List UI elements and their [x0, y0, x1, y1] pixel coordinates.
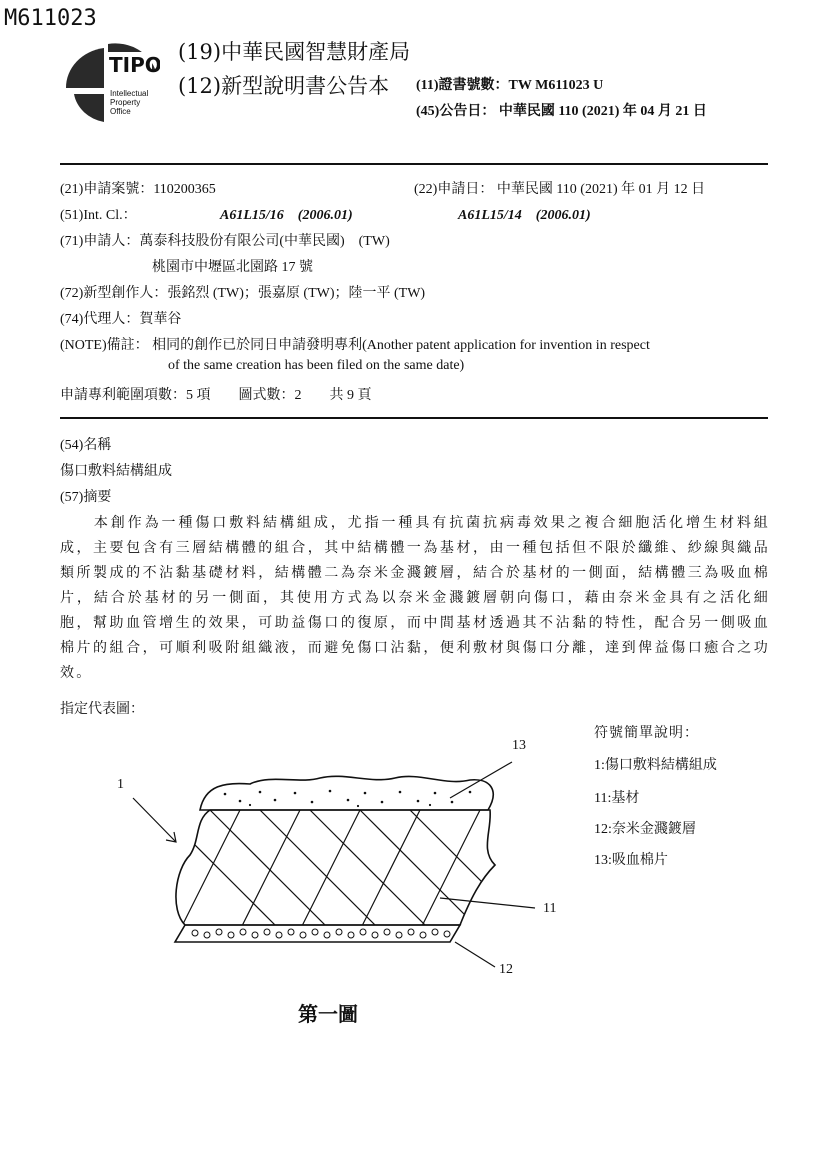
- legend-item: 12:奈米金濺鍍層: [594, 822, 696, 837]
- int-cl-2: A61L15/14 (2006.01): [458, 208, 591, 223]
- representative-figure: [100, 760, 560, 990]
- application-date: (22)申請日： 中華民國 110 (2021) 年 01 月 12 日: [414, 182, 706, 197]
- callout-13: 13: [512, 738, 526, 753]
- int-cl-label: (51)Int. Cl.：: [60, 208, 137, 223]
- absorbent-pad-layer: [200, 776, 493, 810]
- application-number: (21)申請案號：110200365: [60, 182, 216, 197]
- invention-title: 傷口敷料結構組成: [60, 464, 172, 479]
- legend-title: 符號簡單說明：: [594, 725, 699, 741]
- publication-date: (45)公告日： 中華民國 110 (2021) 年 04 月 21 日: [416, 104, 707, 119]
- office-name: (19)中華民國智慧財產局: [178, 40, 411, 64]
- applicant-address: 桃園市中壢區北園路 17 號: [152, 260, 313, 275]
- absorbent-dots: [224, 790, 472, 807]
- logo-caption-2: Property: [110, 98, 141, 107]
- abstract-text: 本創作為一種傷口敷料結構組成，尤指一種具有抗菌抗病毒效果之複合細胞活化增生材料組成，主要包含有三層結構體的組合，其中結構體一為基材，由一種包括但不限於纖維、紗線與織品類所製成的不沾黏基礎材料，結構體二為奈米金濺鍍層，結合於基材的一側面，結構體三為吸血棉片，結合於基材的另一側面，其使用方式為以奈米金濺鍍層朝向傷口，藉由奈米金具有之活化細胞，幫助血管增生的效果，可助益傷口的復原，而中間基材透過其不沾黏的特性，配合另一側吸血棉片的組合，可順利吸附組織液，而避免傷口沾黏，便利敷材與傷口分離，達到俾益傷口癒合之功效。: [60, 515, 770, 681]
- legend-item: 1:傷口敷料結構組成: [594, 758, 717, 773]
- document-id: M611023: [4, 6, 97, 31]
- tipo-logo: [64, 38, 160, 124]
- callout-leaders: [133, 762, 535, 967]
- logo-text: TIPO: [109, 53, 160, 77]
- int-cl-1: A61L15/16 (2006.01): [220, 208, 353, 223]
- divider-top: [60, 163, 768, 165]
- nanogold-circles: [192, 929, 450, 938]
- substrate-layer: [176, 810, 495, 925]
- logo-caption-1: Intellectual: [110, 89, 149, 98]
- applicant: (71)申請人：萬泰科技股份有限公司(中華民國) (TW): [60, 234, 390, 249]
- note-line-2: of the same creation has been filed on the same date): [168, 358, 465, 373]
- agent: (74)代理人：賀華谷: [60, 312, 182, 327]
- certificate-number: (11)證書號數：TW M611023 U: [416, 78, 604, 93]
- callout-11: 11: [543, 901, 557, 916]
- callout-12: 12: [499, 962, 513, 977]
- callout-1: 1: [117, 777, 124, 792]
- substrate-mesh: [160, 810, 540, 930]
- name-label: (54)名稱: [60, 438, 112, 453]
- legend-item: 11:基材: [594, 791, 640, 806]
- rep-figure-label: 指定代表圖：: [60, 702, 144, 717]
- document-type: (12)新型說明書公告本: [178, 74, 390, 98]
- figure-caption: 第一圖: [298, 1002, 358, 1026]
- claims-info: 申請專利範圍項數：5 項 圖式數：2 共 9 頁: [60, 388, 372, 403]
- inventors: (72)新型創作人：張銘烈 (TW)；張嘉原 (TW)；陸一平 (TW): [60, 286, 426, 301]
- legend-item: 13:吸血棉片: [594, 853, 668, 868]
- divider-bottom: [60, 417, 768, 419]
- note-line-1: (NOTE)備註： 相同的創作已於同日申請發明專利(Another patent application for invention in respect: [60, 338, 650, 353]
- logo-caption-3: Office: [110, 107, 131, 116]
- abstract-label: (57)摘要: [60, 490, 112, 505]
